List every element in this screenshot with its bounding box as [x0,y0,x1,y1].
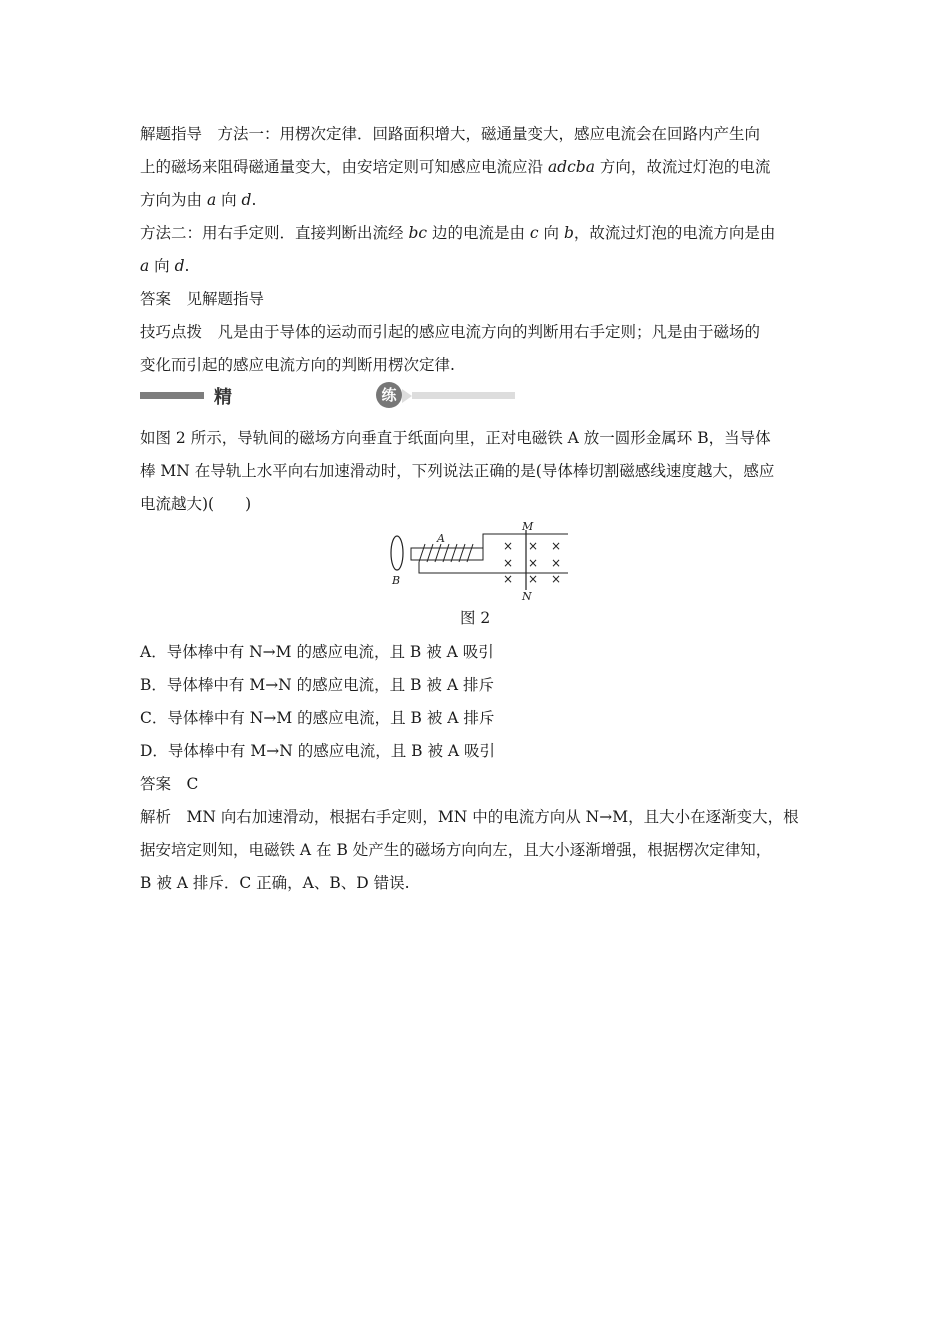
field-cross: × [551,572,562,586]
circuit-figure [383,520,573,600]
field-cross: × [503,572,514,586]
field-cross: × [528,572,539,586]
answer-line: 答案 C [140,775,199,793]
guide-line-3: 方向为由 a 向 d. [140,191,257,209]
figure-label-m: M [522,520,534,533]
field-cross: × [551,539,562,553]
field-cross: × [551,556,562,570]
field-cross: × [503,539,514,553]
guide-section [140,118,812,382]
banner-word-2-badge: 练 [376,382,402,408]
question-line-3: 电流越大)( ) [140,495,252,513]
banner-bar-left [140,392,204,399]
banner-chevron-icon [402,389,412,403]
metal-ring-b [391,536,403,570]
figure-label-a: A [437,532,445,545]
question-line-2: 棒 MN 在导轨上水平向右加速滑动时，下列说法正确的是(导体棒切割磁感线速度越大，感应 [140,462,775,480]
tip-line-2: 变化而引起的感应电流方向的判断用楞次定律. [140,356,455,374]
tip-line-1: 技巧点拨 凡是由于导体的运动而引起的感应电流方向的判断用右手定则；凡是由于磁场的 [140,323,761,341]
option-b: B．导体棒中有 M→N 的感应电流，且 B 被 A 排斥 [140,676,494,694]
figure-label-n: N [522,590,532,600]
magnetic-field-crosses [503,539,561,586]
analysis-line-2: 据安培定则知，电磁铁 A 在 B 处产生的磁场方向向左，且大小逐渐增强，根据楞次定律知， [140,841,772,859]
electromagnet-coil [419,544,473,562]
analysis-line-3: B 被 A 排斥．C 正确，A、B、D 错误. [140,874,410,892]
question-stem [140,422,820,521]
guide-line-1: 解题指导 方法一：用楞次定律．回路面积增大，磁通量变大，感应电流会在回路内产生向 [140,125,761,143]
banner-bar-right [412,392,515,399]
analysis-line-1: 解析 MN 向右加速滑动，根据右手定则，MN 中的电流方向从 N→M，且大小在逐渐变大，根 [140,808,799,826]
banner-word-1: 精 [214,387,232,408]
option-a: A．导体棒中有 N→M 的感应电流，且 B 被 A 吸引 [140,643,494,661]
field-cross: × [528,556,539,570]
figure-caption: 图 2 [460,609,491,627]
practice-banner [140,382,515,408]
option-d: D．导体棒中有 M→N 的感应电流，且 B 被 A 吸引 [140,742,495,760]
options-section [140,636,820,900]
figure-label-b: B [392,574,401,587]
option-c: C．导体棒中有 N→M 的感应电流，且 B 被 A 排斥 [140,709,495,727]
guide-line-5: a 向 d. [140,257,190,275]
question-line-1: 如图 2 所示，导轨间的磁场方向垂直于纸面向里，正对电磁铁 A 放一圆形金属环 B，当导体 [140,429,771,447]
guide-line-4: 方法二：用右手定则．直接判断出流经 bc 边的电流是由 c 向 b，故流过灯泡的电流方向是由 [140,224,776,242]
field-cross: × [503,556,514,570]
guide-line-2: 上的磁场来阻碍磁通量变大，由安培定则可知感应电流应沿 adcba 方向，故流过灯泡的电流 [140,158,771,176]
guide-answer: 答案 见解题指导 [140,290,265,308]
field-cross: × [528,539,539,553]
